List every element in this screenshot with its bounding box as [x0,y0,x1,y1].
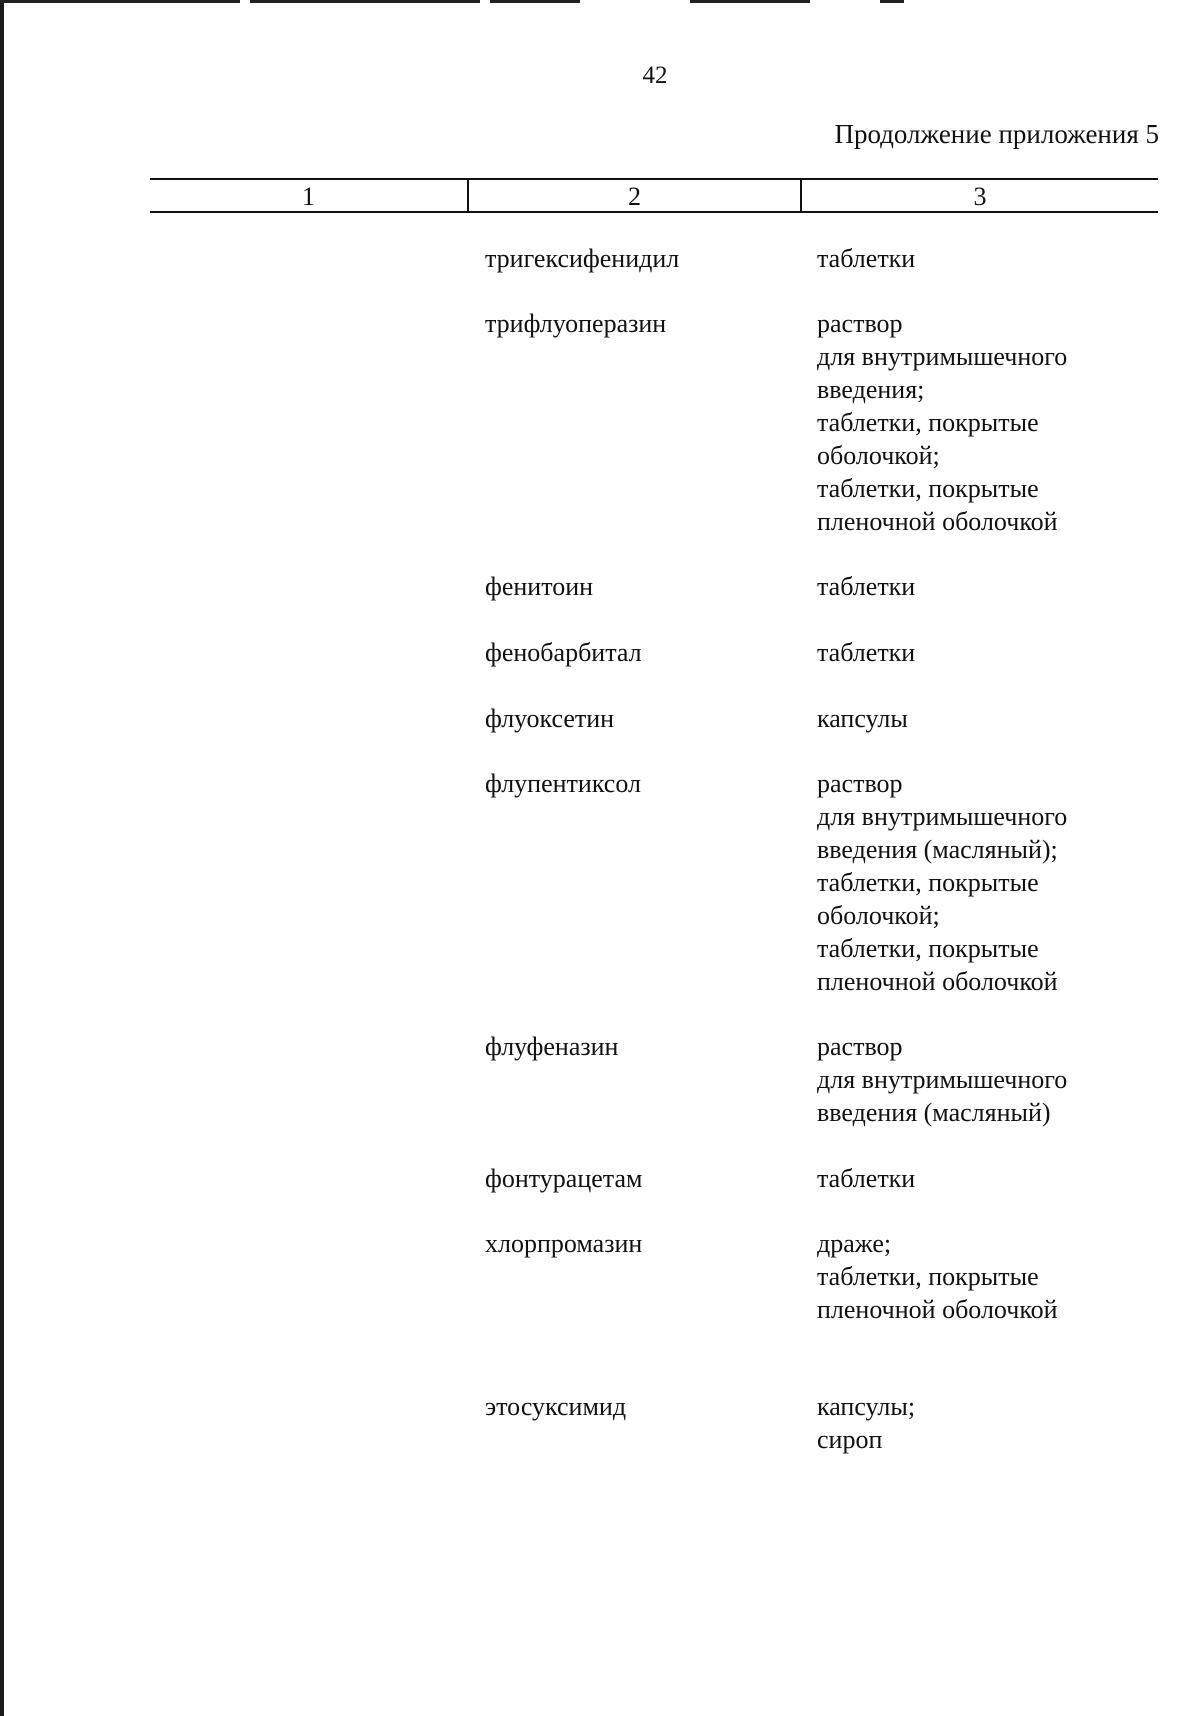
dosage-form-line: введения (масляный) [817,1098,1051,1127]
scan-edge-top [490,0,580,3]
dosage-form-line: таблетки, покрытые [817,868,1039,897]
dosage-form-line: раствор [817,769,903,798]
dosage-form-line: введения (масляный); [817,835,1058,864]
dosage-form-line: раствор [817,1032,903,1061]
scan-edge-top [880,0,904,3]
dosage-form-line: раствор [817,309,903,338]
dosage-form-line: таблетки, покрытые [817,474,1039,503]
dosage-form-line: пленочной оболочкой [817,507,1058,536]
dosage-form-line: таблетки [817,1164,916,1193]
dosage-form-line: пленочной оболочкой [817,967,1058,996]
dosage-form-line: таблетки, покрытые [817,934,1039,963]
dosage-forms [817,1227,1058,1326]
drug-name: флуфеназин [485,1032,619,1061]
dosage-form-line: таблетки, покрытые [817,408,1039,437]
dosage-form-line: капсулы; [817,1392,916,1421]
drug-name: этосуксимид [485,1392,627,1421]
dosage-forms [817,702,908,735]
column-header-2: 2 [628,182,641,211]
dosage-form-line: таблетки, покрытые [817,1262,1039,1291]
dosage-form-line: пленочной оболочкой [817,1295,1058,1324]
continuation-label: Продолжение приложения 5 [834,119,1159,149]
dosage-form-line: оболочкой; [817,901,940,930]
drug-name: хлорпромазин [485,1229,643,1258]
dosage-form-line: для внутримышечного [817,342,1068,371]
dosage-form-line: таблетки [817,572,916,601]
column-header-1: 1 [302,182,315,211]
table-header-top-rule [150,178,1158,180]
dosage-form-line: капсулы [817,704,908,733]
drug-name: флуоксетин [485,704,615,733]
dosage-form-line: таблетки [817,638,916,667]
dosage-forms [817,767,1067,998]
drug-name: трифлуоперазин [485,309,667,338]
dosage-forms [817,636,915,669]
dosage-form-line: для внутримышечного [817,802,1068,831]
drug-name: флупентиксол [485,769,641,798]
dosage-forms [817,242,915,275]
dosage-form-line: таблетки [817,244,916,273]
dosage-forms [817,1030,1067,1129]
drug-name: фенобарбитал [485,638,642,667]
dosage-form-line: введения; [817,375,925,404]
dosage-form-line: оболочкой; [817,441,940,470]
dosage-form-line: для внутримышечного [817,1065,1068,1094]
dosage-forms [817,1162,915,1195]
scan-edge-top [690,0,810,3]
drug-name: фонтурацетам [485,1164,643,1193]
column-header-3: 3 [973,182,987,211]
drug-name: фенитоин [485,572,594,601]
dosage-form-line: драже; [817,1229,892,1258]
scan-edge-top [0,0,240,3]
dosage-forms [817,307,1067,538]
dosage-forms [817,1390,915,1456]
scan-edge-top [250,0,480,3]
scan-edge-left [0,0,4,1716]
dosage-forms [817,570,915,603]
drug-name: тригексифенидил [485,244,680,273]
page-number: 42 [642,62,668,89]
dosage-form-line: сироп [817,1425,883,1454]
